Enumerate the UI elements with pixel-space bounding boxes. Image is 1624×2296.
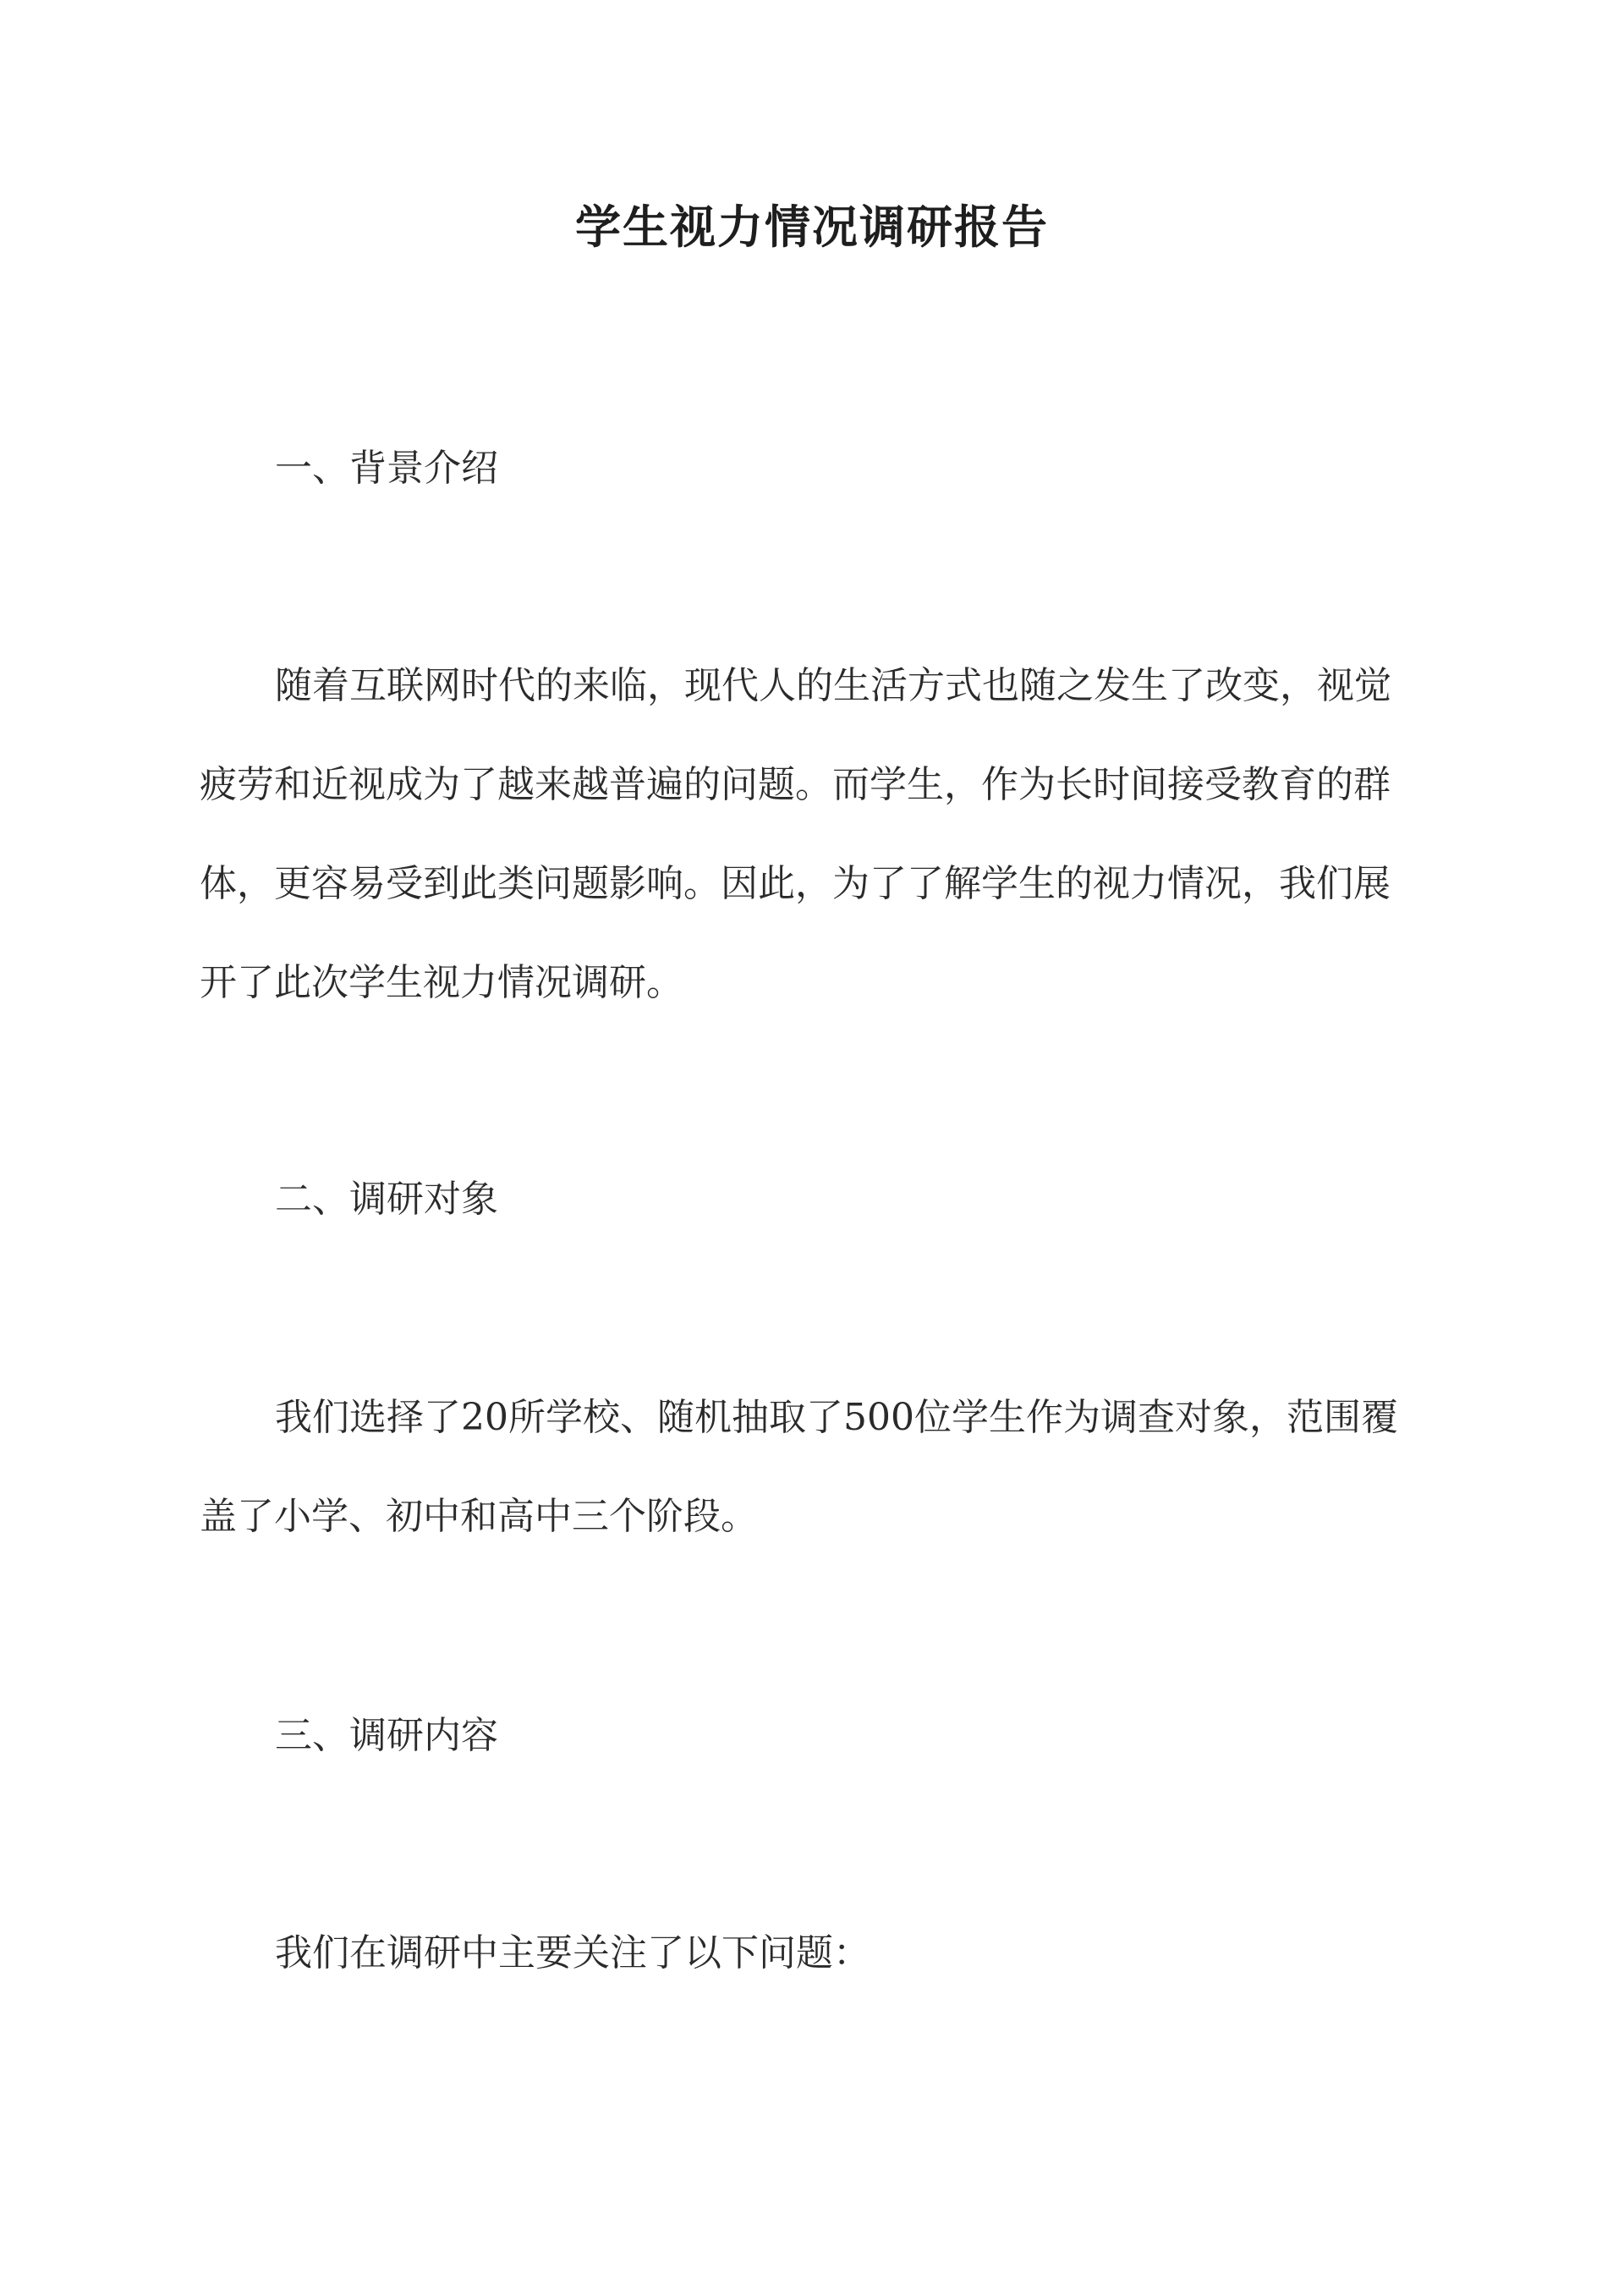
- paragraph-subjects: [200, 1368, 1426, 1566]
- paragraph-line: 盖了小学、初中和高中三个阶段。: [200, 1495, 758, 1538]
- paragraph-line: 体，更容易受到此类问题影响。因此，为了了解学生的视力情况，我们展: [200, 862, 1391, 905]
- section-heading-background: 一、背景介绍: [275, 447, 498, 490]
- section-heading-content: 三、调研内容: [275, 1714, 498, 1757]
- paragraph-line: 我们在调研中主要关注了以下问题：: [275, 1931, 870, 1975]
- paragraph-line: 疲劳和近视成为了越来越普遍的问题。而学生，作为长时间接受教育的群: [200, 763, 1391, 806]
- section-heading-subjects: 二、调研对象: [275, 1178, 498, 1221]
- paragraph-content: [200, 1903, 1426, 2002]
- paragraph-background: [200, 636, 1426, 1032]
- paragraph-line: 开了此次学生视力情况调研。: [200, 961, 683, 1004]
- paragraph-line: 我们选择了20所学校、随机抽取了500位学生作为调查对象，范围覆: [275, 1396, 1398, 1439]
- document-title: 学生视力情况调研报告: [575, 200, 1049, 254]
- paragraph-line: 随着互联网时代的来临，现代人的生活方式也随之发生了改变，视觉: [275, 664, 1391, 707]
